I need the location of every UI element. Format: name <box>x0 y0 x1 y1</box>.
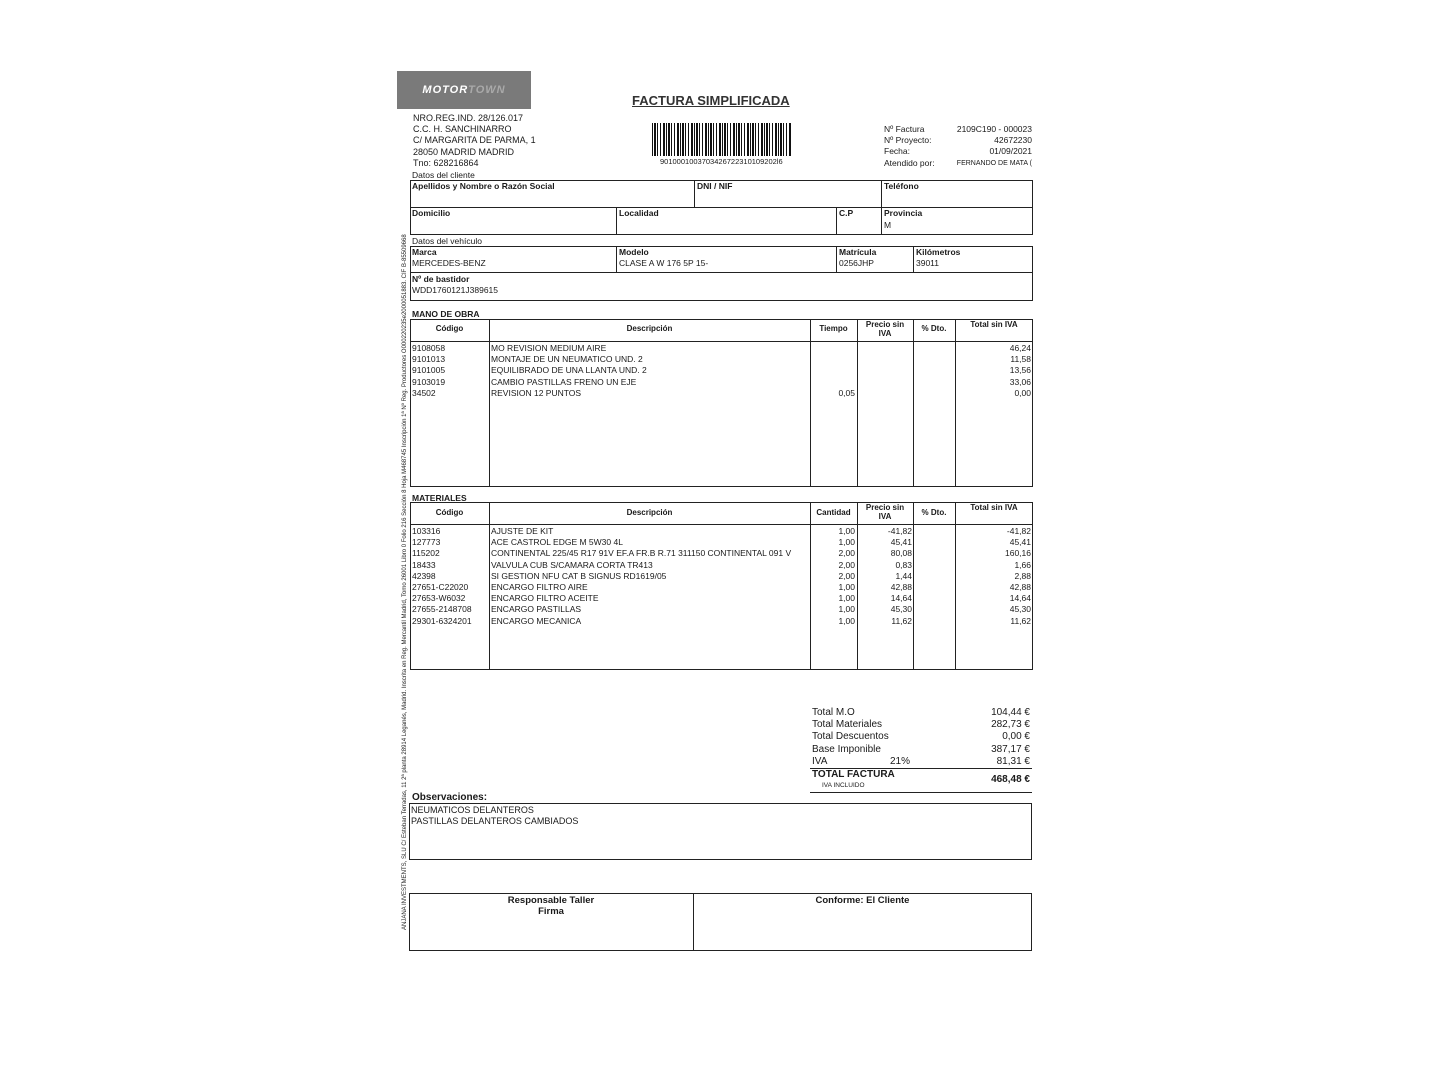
labor-row-time <box>812 354 855 365</box>
vehicle-vin-label: Nº de bastidor <box>412 274 470 284</box>
material-row-code: 115202 <box>412 548 440 559</box>
materials-header-code: Código <box>435 508 464 517</box>
material-row-total: 160,16 <box>1005 548 1031 559</box>
material-row-total: 42,88 <box>1009 581 1031 592</box>
vehicle-km-label: Kilómetros <box>916 247 961 257</box>
total-discounts-label: Total Descuentos <box>812 731 889 743</box>
vehicle-model-label: Modelo <box>619 247 649 257</box>
material-row-price: 11,62 <box>891 615 912 626</box>
materials-descriptions <box>491 526 791 627</box>
motortown-logo <box>397 71 531 109</box>
materials-header-qty: Cantidad <box>816 508 851 517</box>
vehicle-plate-value: 0256JHP <box>839 258 874 268</box>
material-row-qty: 1,00 <box>838 537 855 548</box>
material-row-code: 27655-2148708 <box>412 604 472 615</box>
invoice-meta-values <box>932 124 1032 169</box>
labor-section-label: MANO DE OBRA <box>412 309 480 319</box>
meta-value: 42672230 <box>994 135 1032 146</box>
labor-descriptions <box>491 343 647 399</box>
labor-row-total: 11,58 <box>1010 354 1031 365</box>
logo-main: MOTOR <box>422 84 469 96</box>
labor-row-desc: CAMBIO PASTILLAS FRENO UN EJE <box>491 376 637 387</box>
total-factura-label: TOTAL FACTURA <box>812 769 895 780</box>
materials-quantities <box>812 526 855 627</box>
barcode <box>652 123 792 156</box>
labor-row-code: 34502 <box>412 387 436 398</box>
iva-incluido-label: IVA INCLUIDO <box>822 782 865 789</box>
material-row-total: -41,82 <box>1006 526 1031 536</box>
material-row-code: 127773 <box>412 537 441 548</box>
material-row-total: 11,62 <box>1010 615 1031 626</box>
labor-row-total: 33,06 <box>1009 376 1031 387</box>
labor-row-desc: MONTAJE DE UN NEUMATICO UND. 2 <box>491 354 643 365</box>
meta-label: Atendido por: <box>884 157 935 168</box>
material-row-qty: 2,00 <box>838 559 855 570</box>
labor-row-time <box>812 343 855 354</box>
meta-value: 2109C190 - 000023 <box>956 124 1032 134</box>
total-materials-value: 282,73 € <box>991 719 1030 731</box>
material-row-price: 45,30 <box>890 604 912 615</box>
materials-codes <box>412 526 472 627</box>
material-row-qty: 1,00 <box>838 604 855 615</box>
base-imponible-value: 387,17 € <box>991 743 1030 755</box>
vehicle-vin-value: WDD1760121J389615 <box>412 285 499 295</box>
labor-row-desc: MO REVISION MEDIUM AIRE <box>491 343 607 353</box>
materials-header-total: Total sin IVA <box>970 503 1018 512</box>
labor-totals <box>957 343 1031 399</box>
labor-row-time <box>812 365 855 376</box>
workshop-signature-title: Responsable Taller <box>507 895 595 906</box>
materials-header-desc: Descripción <box>626 508 673 517</box>
labor-row-time: 0,05 <box>838 387 855 398</box>
labor-row-code: 9103019 <box>412 376 446 387</box>
material-row-desc: VALVULA CUB S/CAMARA CORTA TR413 <box>491 559 653 570</box>
vehicle-section-label: Datos del vehículo <box>412 236 482 246</box>
meta-value: 01/09/2021 <box>989 146 1032 157</box>
client-name-label: Apellidos y Nombre o Razón Social <box>412 181 555 191</box>
observation-line: NEUMATICOS DELANTEROS <box>411 805 534 815</box>
material-row-qty: 1,00 <box>838 581 855 592</box>
client-conformity: Conforme: El Cliente <box>815 895 910 906</box>
meta-label: Nº Factura <box>884 124 925 134</box>
vehicle-brand-value: MERCEDES-BENZ <box>412 258 486 268</box>
labor-header-discount: % Dto. <box>921 324 947 333</box>
material-row-total: 45,41 <box>1009 537 1031 548</box>
material-row-desc: CONTINENTAL 225/45 R17 91V EF.A FR.B R.71 311150 CONTINENTAL 091 V <box>491 548 792 559</box>
workshop-signature <box>409 895 693 917</box>
material-row-code: 27653-W6032 <box>412 593 466 604</box>
client-province-label: Provincia <box>884 208 923 218</box>
barcode-number: 9010001003703426722310109202l6 <box>660 157 783 166</box>
client-city-label: Localidad <box>619 208 659 218</box>
client-phone-label: Teléfono <box>884 181 919 191</box>
material-row-code: 18433 <box>412 559 436 570</box>
material-row-desc: ENCARGO PASTILLAS <box>491 604 582 615</box>
company-line: 28050 MADRID MADRID <box>413 146 515 157</box>
labor-row-code: 9101005 <box>412 365 446 376</box>
materials-header-price: Precio sin IVA <box>865 503 905 521</box>
labor-row-desc: EQUILIBRADO DE UNA LLANTA UND. 2 <box>491 365 647 376</box>
legal-sidebar-text: ANJANA INVESTMENTS, SLU C/ Esteban Terradas, 11 2ª planta 28914 Leganés, Madrid. Inscrita en Reg. Mercantil Madrid, Tomo 26001 Libro 0 Folio 216 Sección 8 Hoja M468745 Inscripción 1ª Nº Reg. Productores O000220235e2000051883. CIF B-85509668 <box>402 234 408 930</box>
labor-row-total: 13,56 <box>1009 365 1031 376</box>
company-info <box>413 113 536 169</box>
totals-values <box>930 707 1030 768</box>
meta-label: Fecha: <box>884 146 910 157</box>
iva-value: 81,31 € <box>996 755 1030 767</box>
base-imponible-label: Base Imponible <box>812 743 881 755</box>
labor-row-code: 9108058 <box>412 343 446 353</box>
material-row-total: 14,64 <box>1009 593 1031 604</box>
material-row-total: 1,66 <box>1014 559 1031 570</box>
logo-sub: TOWN <box>468 84 506 96</box>
labor-row-total: 46,24 <box>1009 343 1031 353</box>
material-row-desc: SI GESTION NFU CAT B SIGNUS RD1619/05 <box>491 570 667 581</box>
vehicle-brand-label: Marca <box>412 247 437 257</box>
labor-header-price: Precio sin IVA <box>865 320 905 338</box>
material-row-qty: 2,00 <box>838 548 855 559</box>
observations-text <box>411 805 578 827</box>
total-factura-value: 468,48 € <box>991 774 1030 785</box>
vehicle-km-value: 39011 <box>916 258 940 268</box>
labor-row-total: 0,00 <box>1014 387 1031 398</box>
meta-value: FERNANDO DE MATA ( <box>956 159 1032 167</box>
material-row-qty: 1,00 <box>838 615 855 626</box>
iva-label: IVA <box>812 755 828 767</box>
labor-row-code: 9101013 <box>412 354 446 365</box>
company-line: Tno: 628216864 <box>413 157 479 168</box>
material-row-price: 0,83 <box>895 559 912 570</box>
client-address-label: Domicilio <box>412 208 451 218</box>
materials-header-discount: % Dto. <box>921 508 947 517</box>
vehicle-plate-label: Matrícula <box>839 247 877 257</box>
material-row-desc: ENCARGO MECANICA <box>491 615 582 626</box>
labor-times <box>812 343 855 399</box>
observations-label: Observaciones: <box>412 792 488 803</box>
material-row-price: 80,08 <box>890 548 912 559</box>
total-mo-label: Total M.O <box>812 707 855 718</box>
material-row-desc: AJUSTE DE KIT <box>491 526 554 536</box>
client-dni-label: DNI / NIF <box>697 181 733 191</box>
material-row-price: 45,41 <box>890 537 912 548</box>
totals-labels <box>812 707 889 768</box>
materials-section-label: MATERIALES <box>412 493 467 503</box>
labor-header-code: Código <box>435 324 464 333</box>
vehicle-model-value: CLASE A W 176 5P 15- <box>619 258 709 268</box>
invoice-meta-labels <box>884 124 935 169</box>
company-line: NRO.REG.IND. 28/126.017 <box>413 113 524 123</box>
material-row-code: 27651-C22020 <box>412 581 469 592</box>
company-line: C/ MARGARITA DE PARMA, 1 <box>413 135 536 146</box>
material-row-total: 2,88 <box>1014 570 1031 581</box>
material-row-price: 1,44 <box>895 570 912 581</box>
iva-rate: 21% <box>890 756 911 767</box>
labor-header-desc: Descripción <box>626 324 673 333</box>
material-row-qty: 1,00 <box>838 593 855 604</box>
material-row-desc: ENCARGO FILTRO AIRE <box>491 581 588 592</box>
total-materials-label: Total Materiales <box>812 719 883 731</box>
client-province-value: M <box>884 220 892 230</box>
client-cp-label: C.P <box>839 208 854 218</box>
labor-header-time: Tiempo <box>819 324 848 333</box>
client-section-label: Datos del cliente <box>412 170 475 180</box>
material-row-qty: 2,00 <box>838 570 855 581</box>
materials-prices <box>859 526 912 627</box>
meta-label: Nº Proyecto: <box>884 135 932 146</box>
labor-row-desc: REVISION 12 PUNTOS <box>491 387 582 398</box>
materials-totals <box>957 526 1031 627</box>
labor-codes <box>412 343 445 399</box>
invoice-title: FACTURA SIMPLIFICADA <box>632 93 790 108</box>
labor-header-total: Total sin IVA <box>970 320 1018 329</box>
total-mo-value: 104,44 € <box>991 707 1030 718</box>
total-discounts-value: 0,00 € <box>1002 731 1030 743</box>
material-row-code: 29301-6324201 <box>412 615 472 626</box>
material-row-total: 45,30 <box>1009 604 1031 615</box>
material-row-price: 14,64 <box>890 593 912 604</box>
material-row-price: 42,88 <box>890 581 912 592</box>
material-row-qty: 1,00 <box>838 526 855 536</box>
material-row-price: -41,82 <box>887 526 912 536</box>
material-row-desc: ENCARGO FILTRO ACEITE <box>491 593 599 604</box>
material-row-code: 42398 <box>412 570 436 581</box>
workshop-signature-firma: Firma <box>538 906 564 917</box>
labor-row-time <box>812 377 855 388</box>
material-row-desc: ACE CASTROL EDGE M 5W30 4L <box>491 537 623 548</box>
company-line: C.C. H. SANCHINARRO <box>413 124 512 135</box>
observation-line: PASTILLAS DELANTEROS CAMBIADOS <box>411 816 579 827</box>
material-row-code: 103316 <box>412 526 441 536</box>
